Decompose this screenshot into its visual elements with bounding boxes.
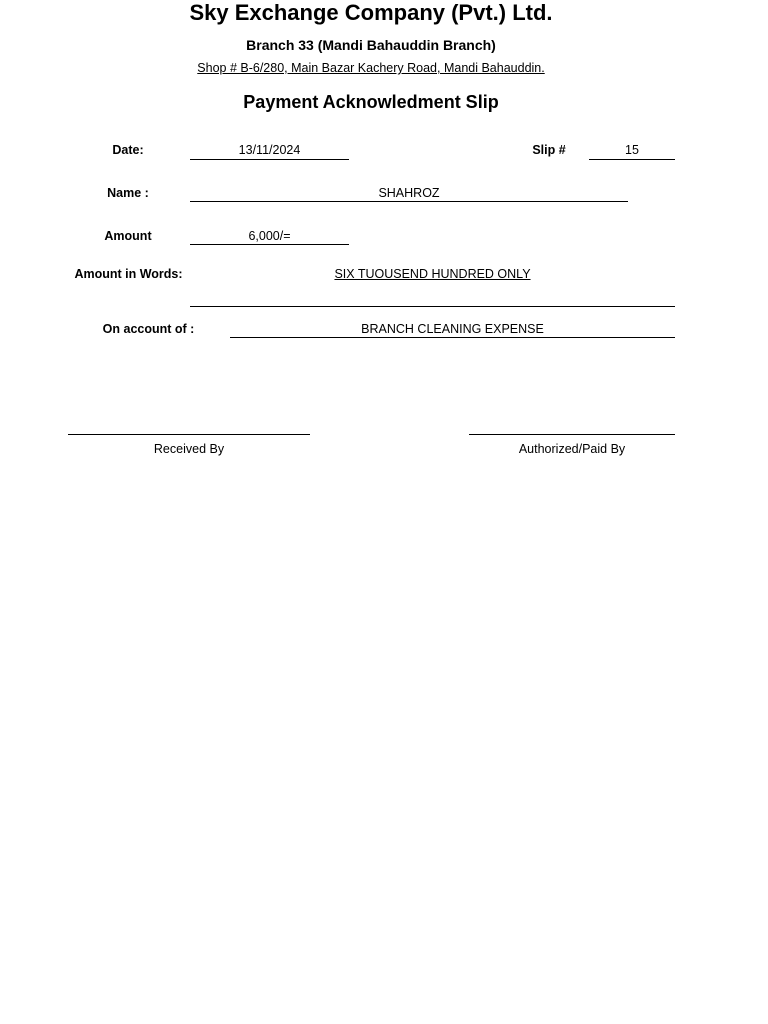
on-account-of-underline [230, 337, 675, 338]
amount-in-words-value: SIX TUOUSEND HUNDRED ONLY [334, 267, 531, 281]
amount-in-words-underline [190, 306, 675, 307]
name-underline [190, 201, 628, 202]
slip-number-underline [589, 159, 675, 160]
name-label: Name : [107, 186, 149, 200]
on-account-of-label: On account of : [102, 322, 195, 336]
slip-title: Payment Acknowledment Slip [243, 92, 499, 112]
slip-number-label: Slip # [532, 143, 566, 157]
received-by-label: Received By [153, 442, 225, 456]
slip-number-value: 15 [625, 143, 639, 157]
branch-name: Branch 33 (Mandi Bahauddin Branch) [246, 37, 496, 53]
date-label: Date: [112, 143, 144, 157]
name-value: SHAHROZ [378, 186, 440, 200]
amount-value: 6,000/= [248, 229, 291, 243]
amount-label: Amount [104, 229, 152, 243]
branch-address: Shop # B-6/280, Main Bazar Kachery Road, Mandi Bahauddin. [197, 61, 545, 75]
amount-in-words-label: Amount in Words: [74, 267, 183, 281]
authorized-signature-line [469, 434, 675, 435]
amount-underline [190, 244, 349, 245]
on-account-of-value: BRANCH CLEANING EXPENSE [361, 322, 544, 336]
authorized-paid-by-label: Authorized/Paid By [518, 442, 626, 456]
company-name: Sky Exchange Company (Pvt.) Ltd. [189, 0, 553, 25]
date-value: 13/11/2024 [238, 143, 301, 157]
received-by-signature-line [68, 434, 310, 435]
date-underline [190, 159, 349, 160]
